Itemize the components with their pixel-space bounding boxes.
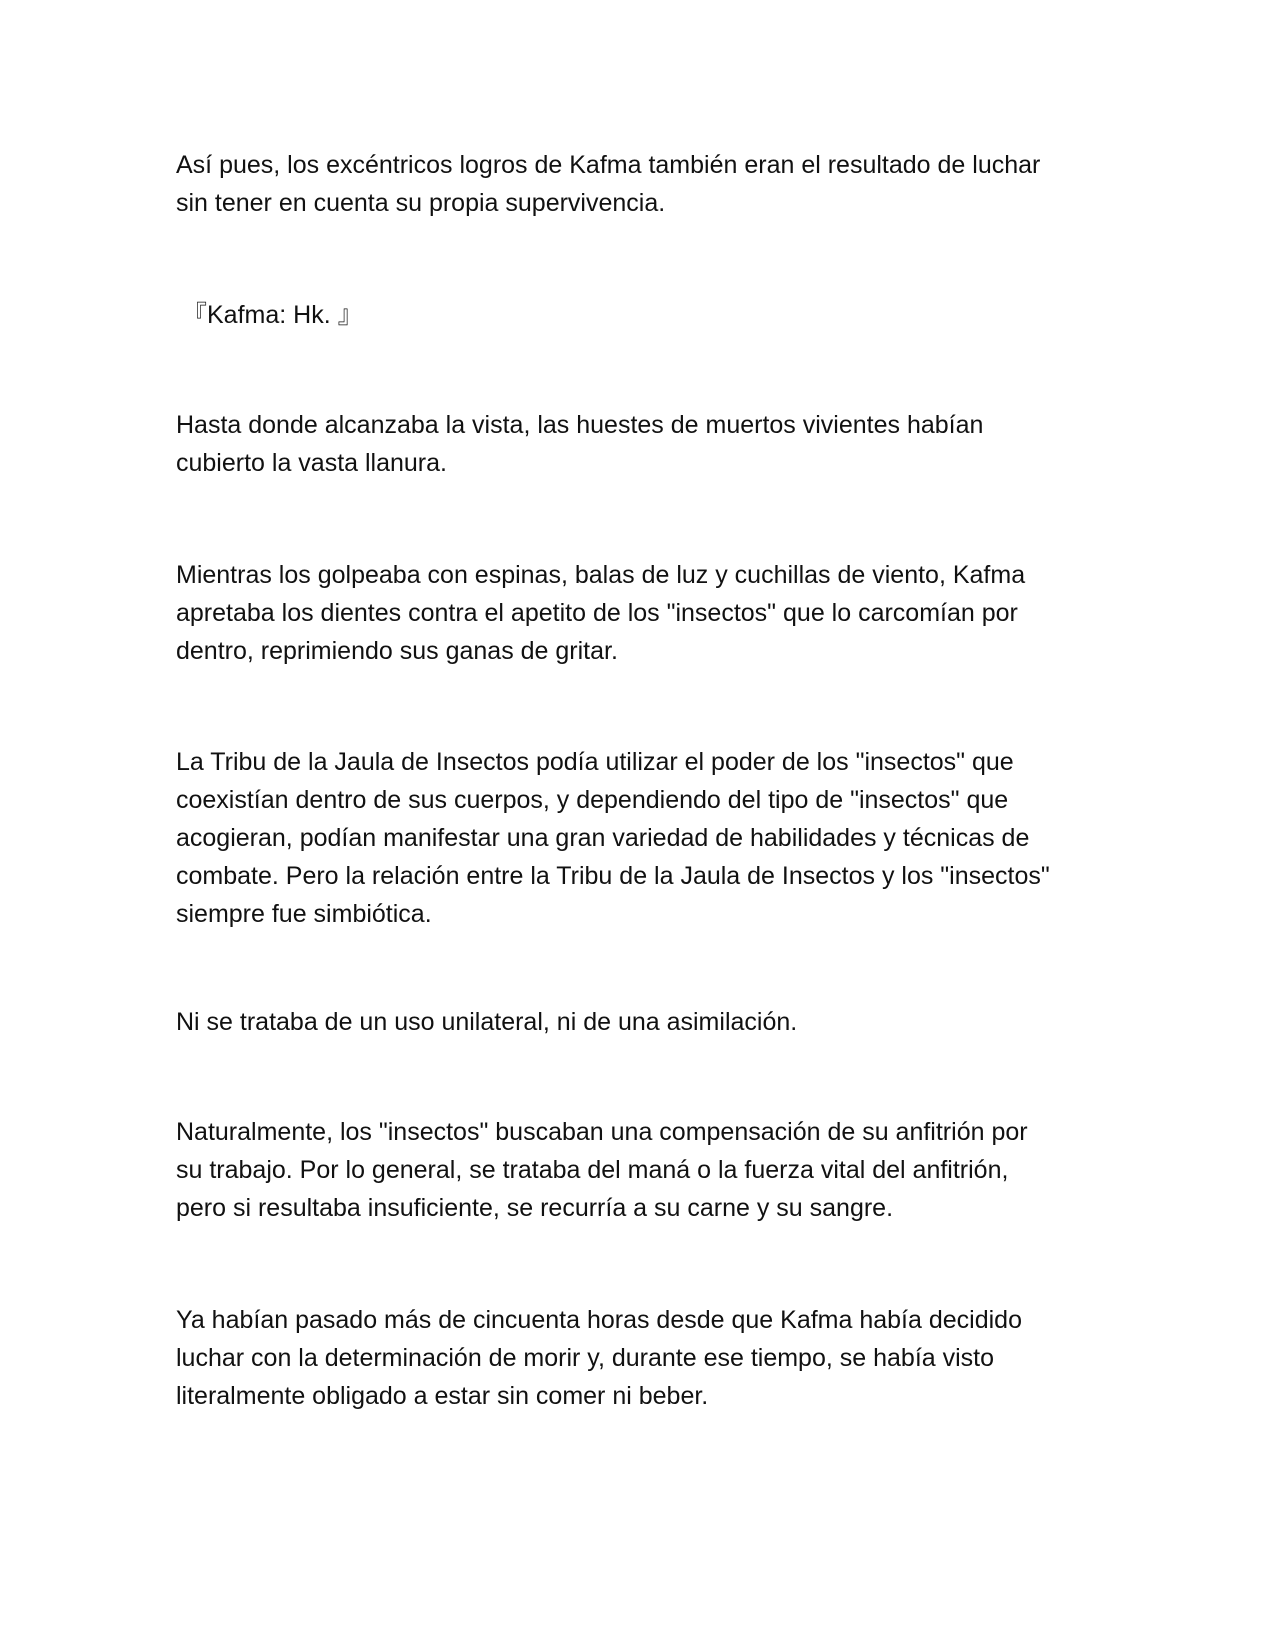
text-line: su trabajo. Por lo general, se trataba del maná o la fuerza vital del anfitrión, [176, 1156, 1009, 1184]
text-line: Ya habían pasado más de cincuenta horas desde que Kafma había decidido [176, 1306, 1022, 1334]
text-line: Hasta donde alcanzaba la vista, las huestes de muertos vivientes habían [176, 411, 984, 439]
text-line: acogieran, podían manifestar una gran variedad de habilidades y técnicas de [176, 824, 1030, 852]
text-line: siempre fue simbiótica. [176, 900, 432, 928]
text-line: combate. Pero la relación entre la Tribu de la Jaula de Insectos y los "insectos" [176, 862, 1050, 890]
text-line: La Tribu de la Jaula de Insectos podía utilizar el poder de los "insectos" que [176, 748, 1014, 776]
text-line: 『Kafma: Hk. 』 [182, 301, 363, 329]
text-line: Mientras los golpeaba con espinas, balas de luz y cuchillas de viento, Kafma [176, 561, 1026, 589]
paragraph-6 [176, 1003, 1096, 1041]
paragraph-3 [176, 406, 1096, 482]
text-line: sin tener en cuenta su propia supervivencia. [176, 189, 666, 217]
text-line: luchar con la determinación de morir y, durante ese tiempo, se había visto [176, 1344, 995, 1372]
text-line: Así pues, los excéntricos logros de Kafma también eran el resultado de luchar [176, 151, 1041, 179]
paragraph-dialogue [182, 296, 1102, 334]
text-line: apretaba los dientes contra el apetito de los "insectos" que lo carcomían por [176, 599, 1018, 627]
paragraph-7 [176, 1113, 1096, 1227]
paragraph-1 [176, 146, 1096, 222]
text-line: coexistían dentro de sus cuerpos, y dependiendo del tipo de "insectos" que [176, 786, 1009, 814]
paragraph-8 [176, 1301, 1096, 1415]
paragraph-4 [176, 556, 1096, 670]
text-line: dentro, reprimiendo sus ganas de gritar. [176, 637, 618, 665]
paragraph-5 [176, 743, 1096, 933]
text-line: Naturalmente, los "insectos" buscaban una compensación de su anfitrión por [176, 1118, 1028, 1146]
text-line: pero si resultaba insuficiente, se recurría a su carne y su sangre. [176, 1194, 894, 1222]
text-line: literalmente obligado a estar sin comer ni beber. [176, 1382, 709, 1410]
text-line: cubierto la vasta llanura. [176, 449, 447, 477]
text-line: Ni se trataba de un uso unilateral, ni de una asimilación. [176, 1008, 798, 1036]
